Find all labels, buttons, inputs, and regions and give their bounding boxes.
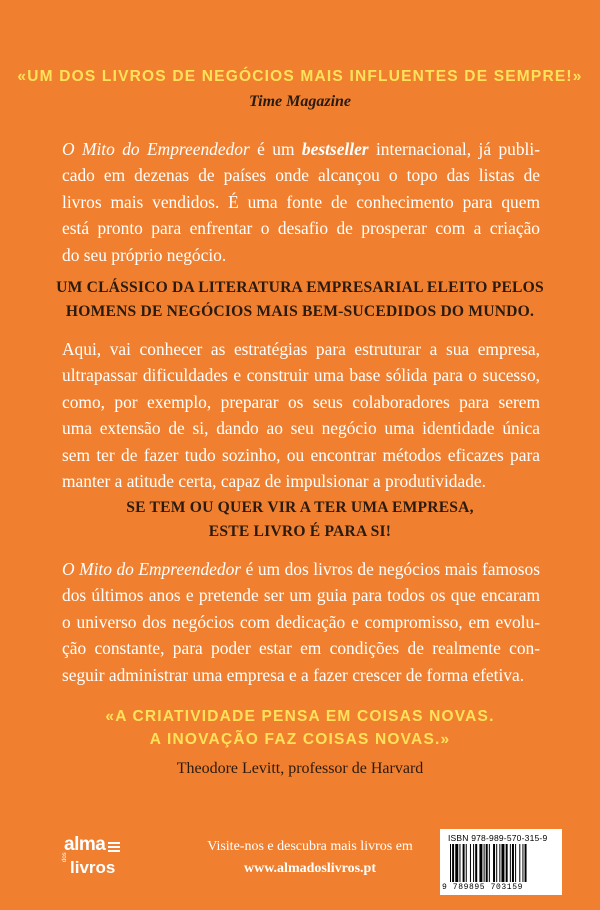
strategies-line-2: ultrapassar dificuldades e construir uma base sólida para o sucesso,	[62, 365, 540, 386]
barcode-digits: 9 789895 703159	[442, 883, 524, 892]
barcode-bar	[489, 844, 490, 882]
intro-line-5: do seu próprio negócio.	[62, 244, 227, 265]
barcode-bar	[525, 844, 527, 882]
barcode-bar	[452, 844, 454, 882]
barcode-bar	[519, 844, 520, 882]
barcode-bar	[466, 844, 467, 882]
barcode-bar	[463, 844, 465, 882]
barcode-bar	[501, 844, 504, 882]
barcode-bar	[499, 844, 500, 882]
intro-line-3: livros mais vendidos. É uma fonte de conhecimento para quem	[62, 191, 540, 212]
strategies-line-6: manter a atitude certa, capaz de impulsionar a produtividade.	[62, 471, 486, 492]
levitt-quote-source: Theodore Levitt, professor de Harvard	[176, 760, 424, 777]
barcode-bar	[470, 844, 471, 882]
intro-line-2: cado em dezenas de países onde alcançou o topo das listas de	[62, 165, 540, 186]
barcode-bar	[459, 844, 460, 882]
closing-line-1	[62, 556, 540, 582]
barcode-bar	[479, 844, 482, 882]
barcode-bar	[493, 844, 495, 882]
business-line-1: SE TEM OU QUER VIR A TER UMA EMPRESA,	[126, 499, 474, 516]
barcode-bar	[522, 844, 523, 882]
closing-line-2: dos últimos anos e pretende ser um guia para todos os que encaram	[62, 585, 540, 606]
logo-dos: dos	[62, 852, 68, 862]
website-link[interactable]: www.almadoslivros.pt	[244, 861, 376, 876]
classic-highlight	[0, 276, 600, 324]
barcode-box	[440, 829, 562, 895]
book-title-italic: O Mito do Empreendedor	[62, 559, 242, 579]
barcode-bar	[512, 844, 514, 882]
closing-paragraph	[62, 556, 540, 688]
barcode-bar	[455, 844, 458, 882]
barcode-bar	[496, 844, 497, 882]
top-quote-source: Time Magazine	[248, 93, 352, 110]
barcode-icon	[450, 844, 554, 882]
barcode-bar	[484, 844, 485, 882]
logo-alma: alma	[64, 834, 106, 855]
isbn-label: ISBN 978-989-570-315-9	[448, 833, 548, 843]
barcode-bar	[515, 844, 516, 882]
business-line-2: ESTE LIVRO É PARA SI!	[208, 523, 392, 540]
bestseller-emphasis: bestseller	[301, 139, 369, 159]
levitt-quote-line-1: «A CRIATIVIDADE PENSA EM COISAS NOVAS.	[105, 708, 495, 725]
intro-line-1	[62, 136, 540, 162]
classic-line-1: UM CLÁSSICO DA LITERATURA EMPRESARIAL ELEITO PELOS	[56, 279, 544, 296]
book-title-italic: O Mito do Empreendedor	[62, 139, 250, 159]
strategies-line-5: sem ter de fazer tudo sozinho, ou encontrar métodos eficazes para	[62, 444, 540, 465]
levitt-quote-line-2: A INOVAÇÃO FAZ COISAS NOVAS.»	[149, 731, 451, 748]
classic-line-2: HOMENS DE NEGÓCIOS MAIS BEM-SUCEDIDOS DO MUNDO.	[65, 303, 535, 320]
logo-livros: livros	[70, 858, 116, 877]
closing-line-5: seguir administrar uma empresa e a fazer crescer de forma efetiva.	[62, 664, 525, 685]
strategies-line-1: Aqui, vai conhecer as estratégias para estruturar a sua empresa,	[62, 339, 540, 359]
closing-line-4: ção constante, para poder estar em condições de realmente con-	[62, 638, 540, 659]
barcode-bar	[473, 844, 474, 882]
visit-text: Visite-nos e descubra mais livros em	[207, 839, 413, 854]
strategies-line-3: como, por exemplo, preparar os seus colaboradores para serem	[62, 391, 540, 412]
barcode-bar	[486, 844, 488, 882]
intro-text: é um	[249, 139, 302, 159]
business-highlight	[0, 496, 600, 544]
barcode-bar	[506, 844, 508, 882]
strategies-line-4: uma extensão de si, dando ao seu negócio uma identidade única	[62, 418, 540, 439]
barcode-bar	[450, 844, 451, 882]
intro-line-4: está pronto para enfrentar o desafio de prosperar com a criação	[62, 218, 540, 239]
barcode-bar	[475, 844, 477, 882]
intro-paragraph	[62, 136, 540, 268]
strategies-paragraph	[62, 336, 540, 494]
closing-text: é um dos livros de negócios mais famosos	[241, 559, 540, 579]
top-quote: «UM DOS LIVROS DE NEGÓCIOS MAIS INFLUENTES DE SEMPRE!»	[17, 68, 583, 85]
barcode-bar	[510, 844, 511, 882]
closing-line-3: o universo dos negócios com dedicação e compromisso, em evolu-	[62, 611, 540, 632]
intro-text: internacional, já publi-	[368, 139, 541, 159]
